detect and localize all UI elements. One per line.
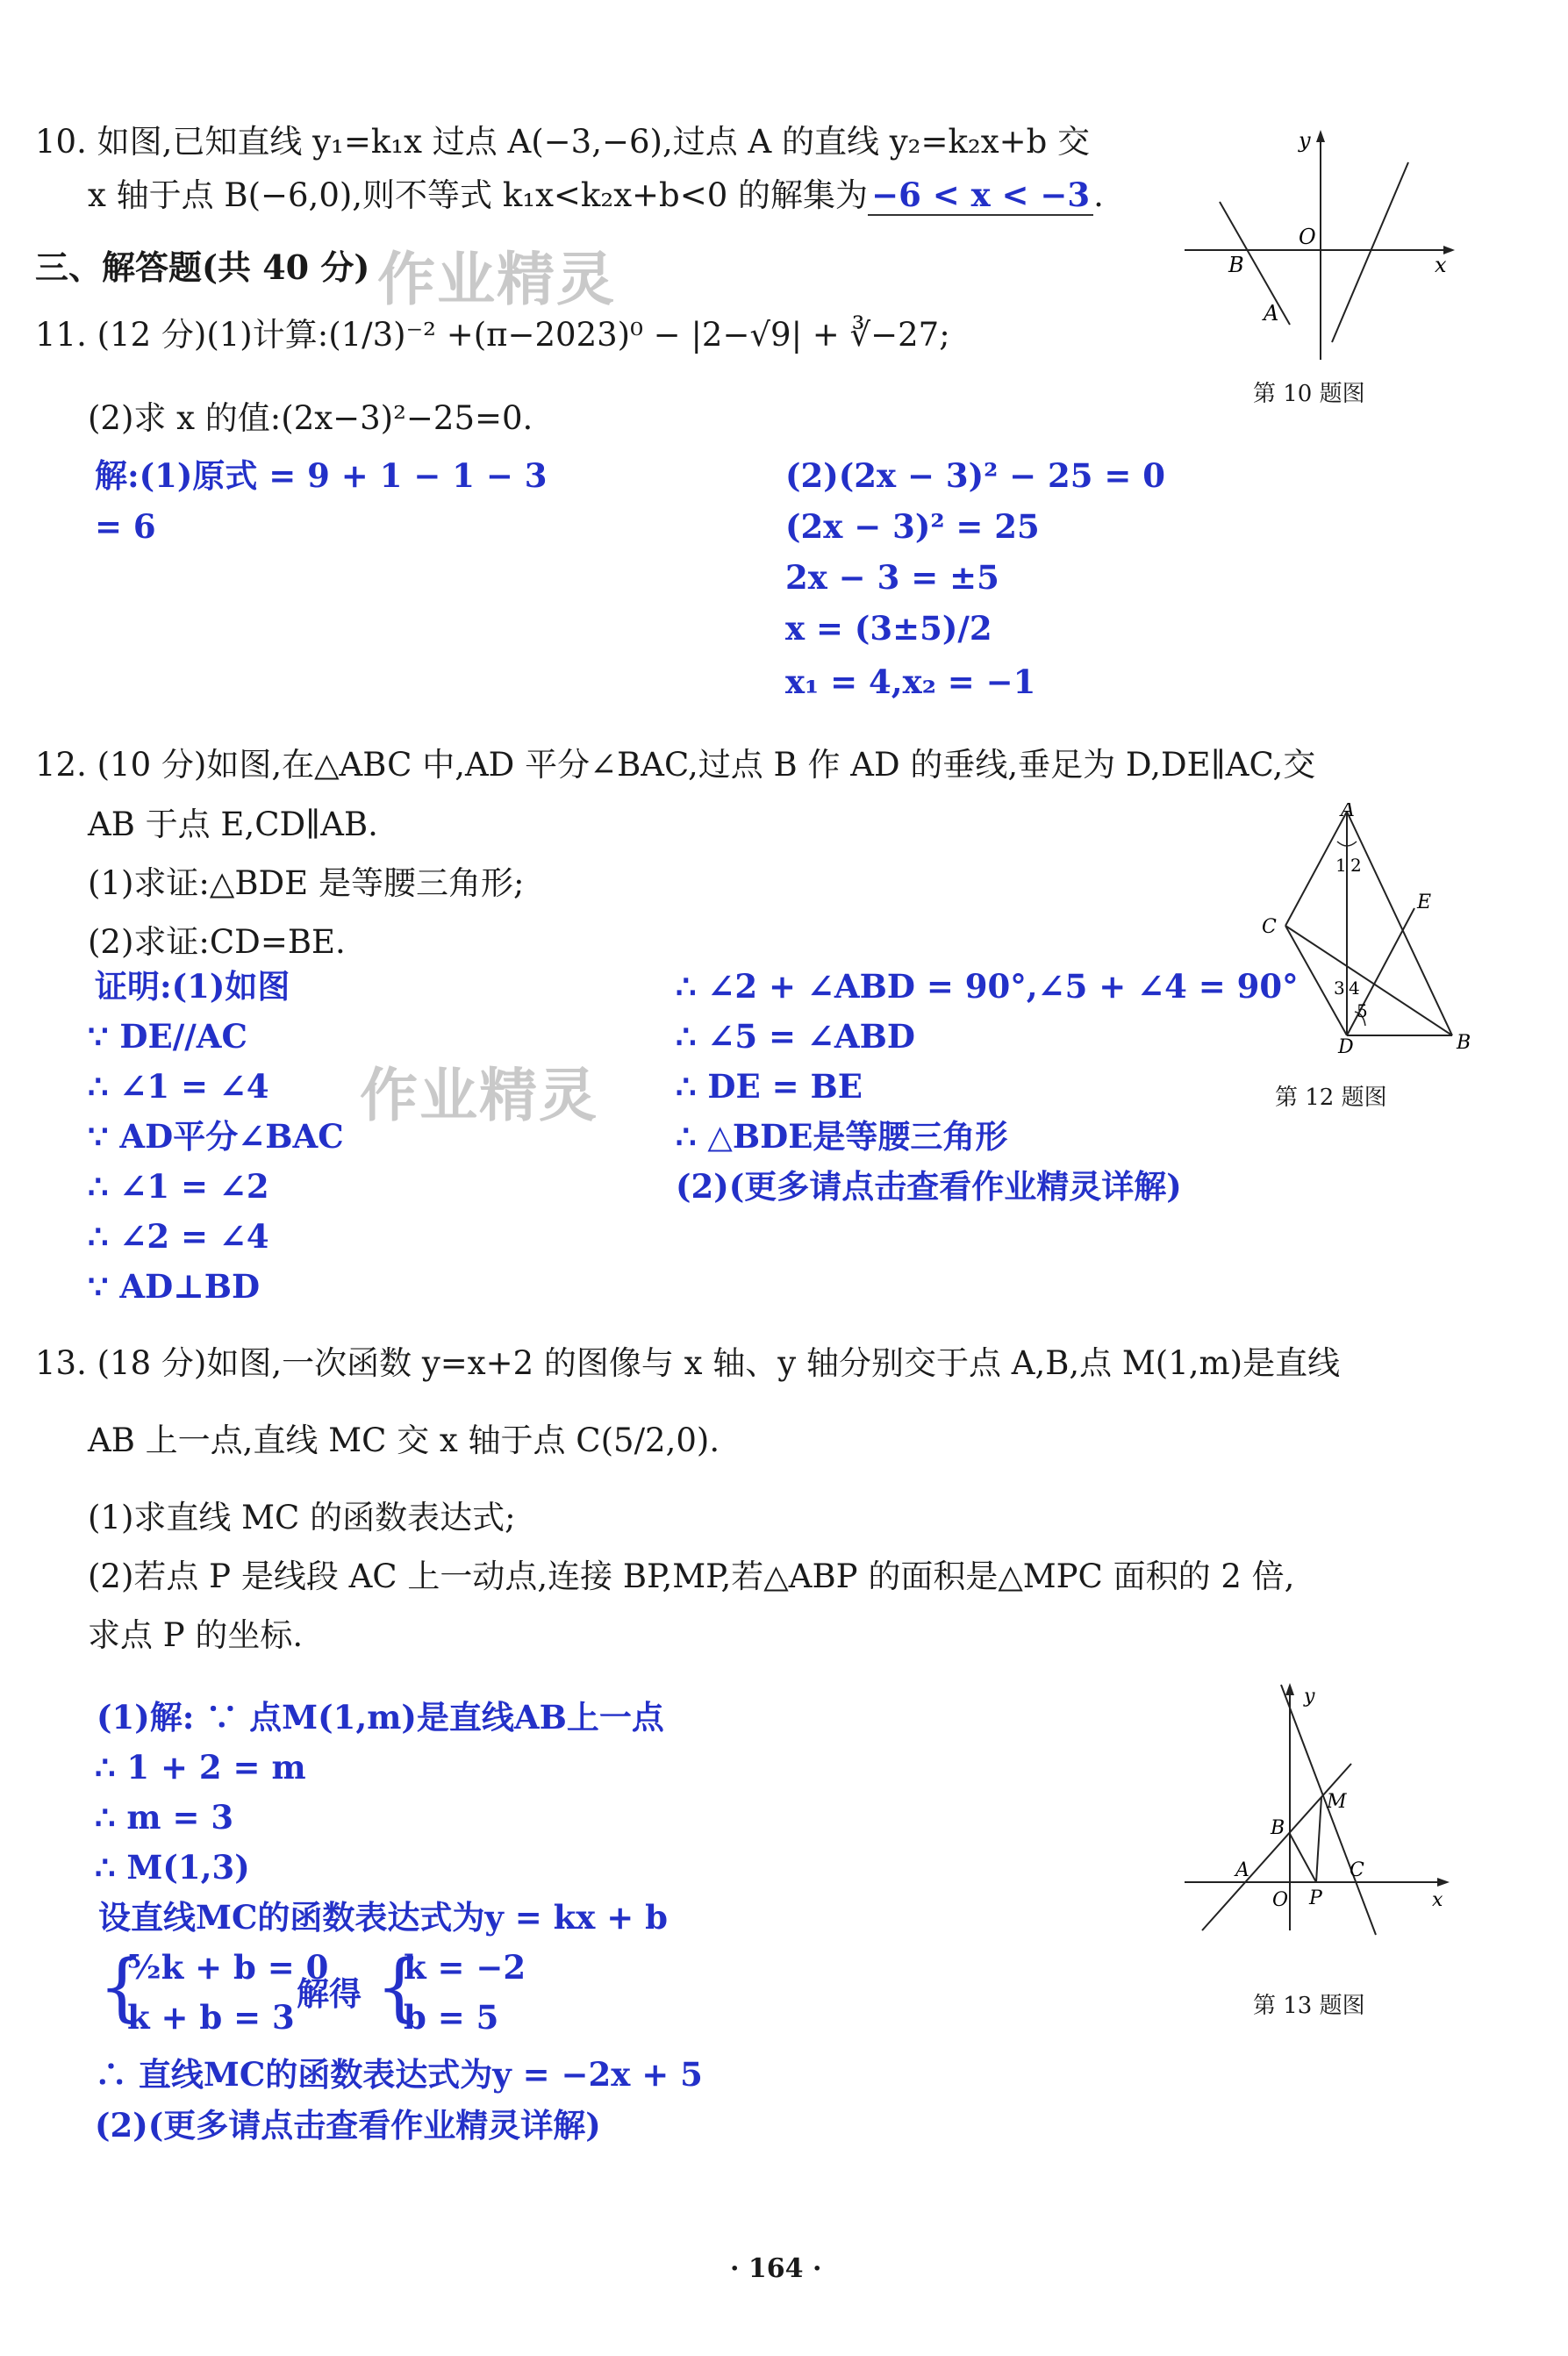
q12-fig-C: C: [1262, 916, 1277, 938]
q10-fig-O: O: [1299, 225, 1316, 249]
q12-sol-left-6: ∴ ∠2 = ∠4: [88, 1217, 269, 1256]
q13-res1: k = −2: [404, 1948, 526, 1987]
q11-sol-left-1: 解:(1)原式 = 9 + 1 − 1 − 3: [95, 456, 548, 495]
q13-fig-O: O: [1272, 1889, 1289, 1911]
q13-res2: b = 5: [404, 1998, 499, 2037]
q12-fig-2: 2: [1350, 855, 1362, 876]
q10-figure: [1176, 123, 1457, 377]
q12-sol-right-1: ∴ ∠2 + ∠ABD = 90°,∠5 + ∠4 = 90°: [676, 967, 1299, 1006]
q12-fig-4: 4: [1349, 977, 1360, 999]
q13-fig-B: B: [1271, 1817, 1285, 1839]
q12-line3: (1)求证:△BDE 是等腰三角形;: [88, 864, 525, 902]
q13-sol-5: 设直线MC的函数表达式为y = kx + b: [98, 1898, 668, 1937]
q12-sol-left-7: ∵ AD⊥BD: [88, 1267, 261, 1306]
q12-fig-A: A: [1341, 803, 1355, 821]
q10-fig-y: y: [1299, 128, 1311, 153]
page-number: · 164 ·: [730, 2253, 822, 2284]
q11-line2: (2)求 x 的值:(2x−3)²−25=0.: [88, 399, 533, 437]
q13-line1: 13. (18 分)如图,一次函数 y=x+2 的图像与 x 轴、y 轴分别交于点 A,B,点 M(1,m)是直线: [35, 1344, 1341, 1382]
q13-fig-x: x: [1432, 1889, 1443, 1911]
q13-solve-label: 解得: [297, 1974, 362, 2013]
q12-sol-left-5: ∴ ∠1 = ∠2: [88, 1167, 269, 1206]
q10-caption: 第 10 题图: [1253, 381, 1365, 407]
q11-sol-right-4: x = (3±5)/2: [785, 609, 992, 648]
q13-sol-4: ∴ M(1,3): [95, 1848, 250, 1887]
q13-sol-1: (1)解: ∵ 点M(1,m)是直线AB上一点: [97, 1698, 664, 1737]
q13-line5: 求点 P 的坐标.: [88, 1616, 304, 1654]
q13-eq1: ⁵⁄₂k + b = 0: [127, 1948, 329, 1987]
q12-line1: 12. (10 分)如图,在△ABC 中,AD 平分∠BAC,过点 B 作 AD 的垂线,垂足为 D,DE∥AC,交: [35, 746, 1316, 784]
q12-sol-right-5: (2)(更多请点击查看作业精灵详解): [676, 1167, 1182, 1206]
q12-fig-3: 3: [1334, 977, 1345, 999]
q13-sol-final: ∴ 直线MC的函数表达式为y = −2x + 5: [95, 2055, 703, 2094]
q13-line4: (2)若点 P 是线段 AC 上一动点,连接 BP,MP,若△ABP 的面积是△MPC 面积的 2 倍,: [88, 1558, 1295, 1595]
q13-sol-3: ∴ m = 3: [95, 1798, 234, 1837]
q12-caption: 第 12 题图: [1275, 1085, 1387, 1111]
q13-sol-2: ∴ 1 + 2 = m: [95, 1748, 306, 1787]
q12-sol-right-2: ∴ ∠5 = ∠ABD: [676, 1017, 916, 1056]
q11-line1: 11. (12 分)(1)计算:(1/3)⁻² +(π−2023)⁰ − |2−√9| + ∛−27;: [35, 316, 950, 354]
q12-sol-left-4: ∵ AD平分∠BAC: [88, 1117, 344, 1156]
q12-fig-D: D: [1338, 1036, 1354, 1058]
q12-fig-5: 5: [1357, 1000, 1368, 1021]
q10-answer: −6 < x < −3: [868, 175, 1093, 216]
q11-sol-right-1: (2)(2x − 3)² − 25 = 0: [785, 456, 1166, 495]
q12-line4: (2)求证:CD=BE.: [88, 923, 346, 961]
q12-sol-right-4: ∴ △BDE是等腰三角形: [676, 1117, 1008, 1156]
q13-eq2: k + b = 3: [127, 1998, 295, 2037]
q12-sol-left-2: ∵ DE//AC: [88, 1017, 247, 1056]
q13-caption: 第 13 题图: [1253, 1993, 1365, 2019]
watermark-2: 作业精灵: [360, 1061, 598, 1129]
q12-sol-left-3: ∴ ∠1 = ∠4: [88, 1067, 269, 1106]
q13-line3: (1)求直线 MC 的函数表达式;: [88, 1499, 516, 1536]
q13-fig-y: y: [1304, 1686, 1315, 1708]
q11-sol-right-3: 2x − 3 = ±5: [785, 558, 999, 597]
q13-sol-more: (2)(更多请点击查看作业精灵详解): [95, 2106, 601, 2145]
q10-fig-x: x: [1435, 253, 1447, 277]
q12-fig-1: 1: [1335, 855, 1347, 876]
q12-line2: AB 于点 E,CD∥AB.: [88, 806, 378, 843]
q10-fig-A: A: [1264, 301, 1279, 326]
q12-sol-right-3: ∴ DE = BE: [676, 1067, 863, 1106]
q13-brace-right: {: [376, 1944, 423, 2030]
q13-fig-A: A: [1235, 1859, 1249, 1881]
watermark-1: 作业精灵: [377, 245, 616, 313]
q12-figure: [1246, 803, 1492, 1066]
q13-fig-M: M: [1327, 1791, 1347, 1813]
q10-line2-text: x 轴于点 B(−6,0),则不等式 k₁x<k₂x+b<0 的解集为: [88, 176, 869, 214]
q11-sol-right-5: x₁ = 4,x₂ = −1: [785, 662, 1036, 701]
q10-fig-B: B: [1228, 253, 1244, 277]
q13-line2: AB 上一点,直线 MC 交 x 轴于点 C(5/2,0).: [88, 1421, 720, 1459]
q10-line2-end: .: [1093, 176, 1104, 214]
q13-brace-left: {: [98, 1944, 146, 2030]
q13-figure: [1176, 1676, 1457, 1948]
q12-sol-left-1: 证明:(1)如图: [95, 967, 290, 1006]
q11-sol-left-2: = 6: [95, 507, 156, 546]
q11-sol-right-2: (2x − 3)² = 25: [785, 507, 1040, 546]
section-title: 三、解答题(共 40 分): [35, 247, 370, 287]
q13-fig-P: P: [1309, 1887, 1322, 1909]
q10-line2: [88, 175, 1104, 216]
q10-line1: 10. 如图,已知直线 y₁=k₁x 过点 A(−3,−6),过点 A 的直线 y₂=k₂x+b 交: [35, 123, 1091, 161]
q12-fig-E: E: [1417, 892, 1432, 913]
q12-fig-B: B: [1457, 1032, 1471, 1054]
q13-fig-C: C: [1350, 1859, 1364, 1881]
